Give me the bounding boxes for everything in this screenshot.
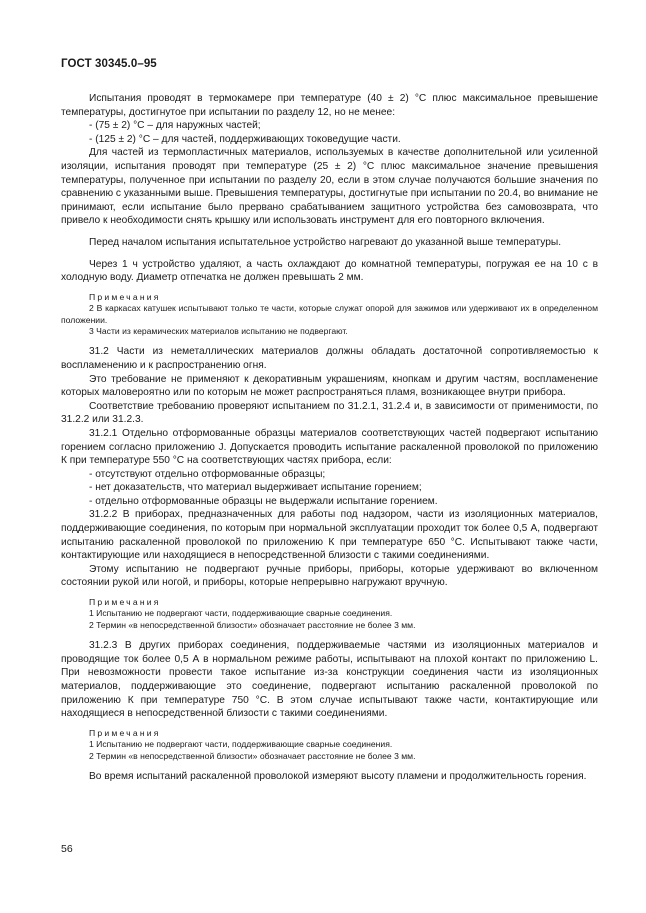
list-item: - (75 ± 2) °С – для наружных частей; (89, 120, 261, 132)
notes-block (61, 292, 598, 338)
document-body (61, 92, 598, 784)
notes-title: Примечания (89, 597, 161, 608)
document-code: ГОСТ 30345.0–95 (61, 58, 157, 70)
note-item: 2 Термин «в непосредственной близости» обозначает расстояние не более 3 мм. (89, 619, 416, 630)
paragraph: Перед началом испытания испытательное устройство нагревают до указанной выше температуры. (89, 236, 562, 248)
paragraph: Для частей из термопластичных материалов, используемых в качестве дополнительной или усиленной изоляции, испытания проводят при температуре (25 ± 2) °С плюс максимальное значение превышения температуры, полученное при испытании по разделу 20, если в этом случае получаются большие значения по сравнению с указанными выше. Превышения температуры, достигнутые при испытании по 20.4, во внимание не принимают, если испытание было прервано срабатыванием защитного устройства без самовозврата, что привело к необходимости снять крышку или использовать инструмент для его повторного включения. (61, 147, 598, 227)
note-item: 2 Термин «в непосредственной близости» обозначает расстояние не более 3 мм. (89, 750, 416, 761)
note-item: 1 Испытанию не подвергают части, поддерживающие сварные соединения. (89, 739, 393, 750)
paragraph: 31.2.2 В приборах, предназначенных для работы под надзором, части из изоляционных материалов, поддерживающие соединения, по которым при нормальной эксплуатации проходит ток более 0,5 А, подвергают испытанию раскаленной проволокой по приложению К при температуре 650 °С. Испытывают также части, контактирующие или находящиеся в непосредственной близости с такими соединениями. (61, 509, 598, 562)
paragraph: Соответствие требованию проверяют испытанием по 31.2.1, 31.2.4 и, в зависимости от применимости, по 31.2.2 или 31.2.3. (61, 400, 598, 426)
list-item: - (125 ± 2) °С – для частей, поддерживающих токоведущие части. (89, 133, 401, 145)
notes-title: Примечания (89, 727, 161, 738)
list-item: - отсутствуют отдельно отформованные образцы; (89, 468, 326, 480)
notes-block (61, 597, 598, 631)
paragraph: Во время испытаний раскаленной проволокой измеряют высоту пламени и продолжительность горения. (89, 771, 587, 783)
page-number: 56 (61, 843, 73, 855)
notes-block (61, 728, 598, 762)
paragraph: Испытания проводят в термокамере при температуре (40 ± 2) °С плюс максимальное превышение температуры, достигнутое при испытании по разделу 12, но не менее: (61, 93, 598, 118)
paragraph: 31.2 Части из неметаллических материалов должны обладать достаточной сопротивляемостью к воспламенению и к распространению огня. (61, 346, 598, 371)
paragraph: 31.2.1 Отдельно отформованные образцы материалов соответствующих частей подвергают испытанию горением согласно приложению J. Допускается проводить испытание раскаленной проволокой по приложению К при температуре 550 °С на соответствующих частях прибора, если: (61, 427, 598, 467)
note-item: 2 В каркасах катушек испытывают только те части, которые служат опорой для зажимов или удерживают их в определенном положении. (61, 303, 598, 325)
list-item: - отдельно отформованные образцы не выдержали испытание горением. (89, 495, 438, 507)
paragraph: Этому испытанию не подвергают ручные приборы, приборы, которые удерживают во включенном состоянии рукой или ногой, и приборы, которые непрерывно нагружают вручную. (61, 563, 598, 589)
note-item: 1 Испытанию не подвергают части, поддерживающие сварные соединения. (89, 608, 393, 619)
notes-title: Примечания (89, 291, 161, 302)
paragraph: Через 1 ч устройство удаляют, а часть охлаждают до комнатной температуры, погружая ее на 10 с в холодную воду. Диаметр отпечатка не должен превышать 2 мм. (61, 258, 598, 284)
note-item: 3 Части из керамических материалов испытанию не подвергают. (89, 325, 348, 336)
paragraph: 31.2.3 В других приборах соединения, поддерживаемые частями из изоляционных материалов и проводящие ток более 0,5 А в нормальном режиме работы, испытывают на плохой контакт по приложению L. При невозможности провести такое испытание из-за конструкции соединения части из изоляционных материалов, поддерживающие это соединение, подвергают испытанию раскаленной проволокой по приложению К при температуре 750 °С. В этом случае испытывают также части, контактирующие или находящиеся в непосредственной близости с такими соединениями. (61, 640, 598, 720)
paragraph: Это требование не применяют к декоративным украшениям, кнопкам и другим частям, воспламенение которых маловероятно или по которым не может распространяться пламя, возникающее внутри прибора. (61, 373, 598, 399)
list-item: - нет доказательств, что материал выдерживает испытание горением; (89, 482, 422, 494)
